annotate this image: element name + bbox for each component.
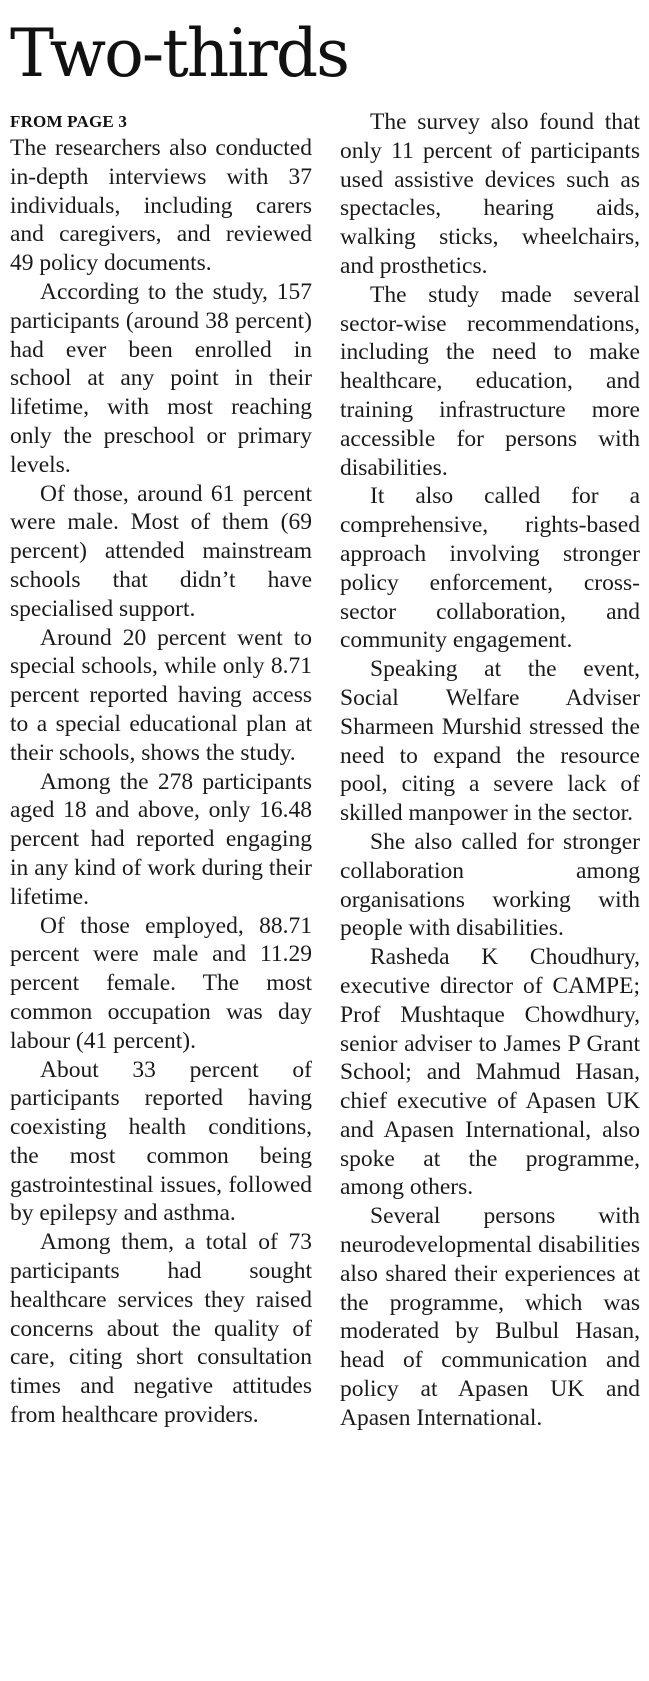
right-column bbox=[340, 108, 640, 1433]
paragraph: It also called for a comprehensive, rights-based approach involving stronger policy enforcement, cross-sector collaboration, and community engagement. bbox=[340, 483, 640, 654]
paragraph: The survey also found that only 11 percent of participants used assistive devices such as spectacles, hearing aids, walking sticks, wheelchairs, and prosthetics. bbox=[340, 109, 640, 279]
paragraph: Among the 278 participants aged 18 and above, only 16.48 percent had reported engaging in any kind of work during their lifetime. bbox=[10, 768, 312, 910]
paragraph: Around 20 percent went to special schools, while only 8.71 percent reported having access to a special educational plan at their schools, shows the study. bbox=[10, 624, 312, 766]
paragraph: Speaking at the event, Social Welfare Adviser Sharmeen Murshid stressed the need to expand the resource pool, citing a severe lack of skilled manpower in the sector. bbox=[340, 656, 640, 827]
paragraph: The study made several sector-wise recommendations, including the need to make healthcare, education, and training infrastructure more accessible for persons with disabilities. bbox=[340, 281, 640, 481]
paragraph: According to the study, 157 participants (around 38 percent) had ever been enrolled in school at any point in their lifetime, with most reaching only the preschool or primary levels. bbox=[10, 278, 312, 478]
paragraph: The researchers also conducted in-depth interviews with 37 individuals, including carers and caregivers, and reviewed 49 policy documents. bbox=[10, 135, 312, 277]
paragraph: Of those employed, 88.71 percent were male and 11.29 percent female. The most common occupation was day labour (41 percent). bbox=[10, 912, 312, 1054]
paragraph: Rasheda K Choudhury, executive director of CAMPE; Prof Mushtaque Chowdhury, senior adviser to James P Grant School; and Mahmud Hasan, chief executive of Apasen UK and Apasen International, also spoke at the programme, among others. bbox=[340, 944, 640, 1201]
paragraph: About 33 percent of participants reported having coexisting health conditions, the most common being gastrointestinal issues, followed by epilepsy and asthma. bbox=[10, 1056, 312, 1227]
left-column bbox=[10, 134, 312, 1430]
paragraph: Several persons with neurodevelopmental disabilities also shared their experiences at the programme, which was moderated by Bulbul Hasan, head of communication and policy at Apasen UK and Apasen International. bbox=[340, 1203, 640, 1431]
paragraph: Of those, around 61 percent were male. Most of them (69 percent) attended mainstream schools that didn’t have specialised support. bbox=[10, 480, 312, 622]
continuation-label: FROM PAGE 3 bbox=[10, 112, 128, 131]
headline: Two-thirds bbox=[10, 15, 349, 92]
paragraph: Among them, a total of 73 participants had sought healthcare services they raised concerns about the quality of care, citing short consultation times and negative attitudes from healthcare providers. bbox=[10, 1229, 312, 1429]
paragraph: She also called for stronger collaboration among organisations working with people with disabilities. bbox=[340, 828, 640, 942]
